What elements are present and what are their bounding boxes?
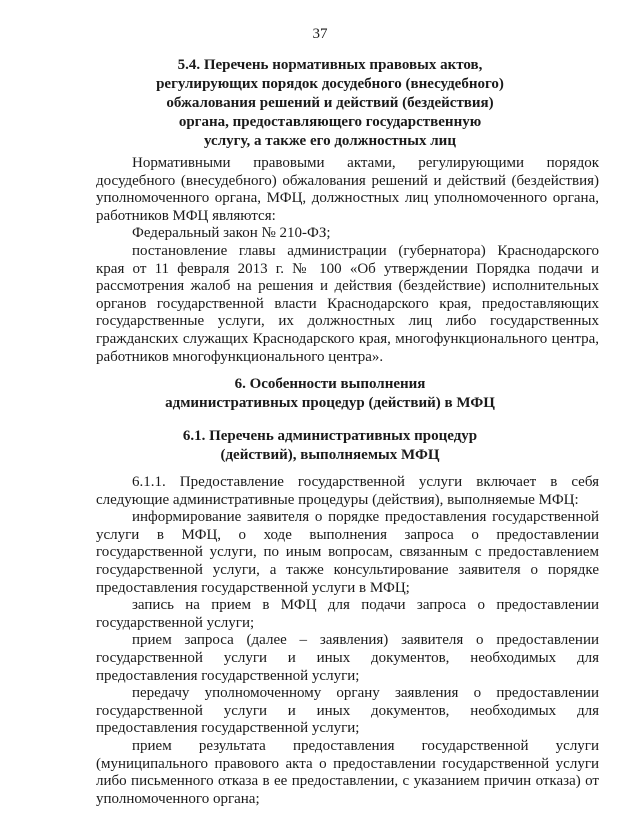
heading-line: (действий), выполняемых МФЦ <box>220 447 440 463</box>
paragraph: постановление главы администрации (губернатора) Краснодарского края от 11 февраля 2013 г. № 100 «Об утверждении Порядка подачи и рассмотрения жалоб на решения и действия (бездействие) исполнительных органов государственной власти Краснодарского края, предоставляющих государственные услуги, их должностных лиц либо государственных гражданских служащих Краснодарского края, многофункционального центра, работников многофункционального центра». <box>96 242 599 365</box>
paragraph: Федеральный закон № 210-ФЗ; <box>132 225 331 242</box>
heading-line: административных процедур (действий) в МФЦ <box>165 395 495 411</box>
heading-line: 6.1. Перечень административных процедур <box>182 428 478 444</box>
paragraph: информирование заявителя о порядке предоставления государственной услуги в МФЦ, о ходе выполнения запроса о предоставлении государственной услуги, по иным вопросам, связанным с предоставлением государственной услуги, а также консультирование заявителя о порядке предоставления государственной услуги в МФЦ; <box>96 509 599 596</box>
section-6-1-heading <box>120 427 540 465</box>
heading-line: обжалования решений и действий (бездействия) <box>166 95 494 111</box>
section-6-heading <box>120 375 540 413</box>
section-5-4-body <box>96 155 599 366</box>
heading-line: органа, предоставляющего государственную <box>178 114 482 130</box>
paragraph: прием запроса (далее – заявления) заявителя о предоставлении государственной услуги и иных документов, необходимых для предоставления государственной услуги; <box>96 632 599 684</box>
heading-line: услугу, а также его должностных лиц <box>204 133 456 149</box>
paragraph: прием результата предоставления государственной услуги (муниципального правового акта о предоставлении государственной услуги либо письменного отказа в ее предоставлении, с указанием причин отказа) от уполномоченного органа; <box>96 737 599 807</box>
page-number: 37 <box>312 26 328 42</box>
paragraph: Нормативными правовыми актами, регулирующими порядок досудебного (внесудебного) обжалования решений и действий (бездействия) уполномоченного органа, МФЦ, должностных лиц уполномоченного органа, работников МФЦ являются: <box>96 155 599 224</box>
section-5-4-heading <box>120 56 540 151</box>
heading-line: регулирующих порядок досудебного (внесудебного) <box>156 76 504 92</box>
heading-line: 5.4. Перечень нормативных правовых актов, <box>177 57 483 73</box>
paragraph: запись на прием в МФЦ для подачи запроса о предоставлении государственной услуги; <box>96 597 599 631</box>
paragraph: передачу уполномоченному органу заявления о предоставлении государственной услуги и иных документов, необходимых для предоставления государственной услуги; <box>96 685 599 737</box>
paragraph: 6.1.1. Предоставление государственной услуги включает в себя следующие административные процедуры (действия), выполняемые МФЦ: <box>96 474 599 508</box>
section-6-1-body <box>96 474 599 808</box>
heading-line: 6. Особенности выполнения <box>234 376 426 392</box>
